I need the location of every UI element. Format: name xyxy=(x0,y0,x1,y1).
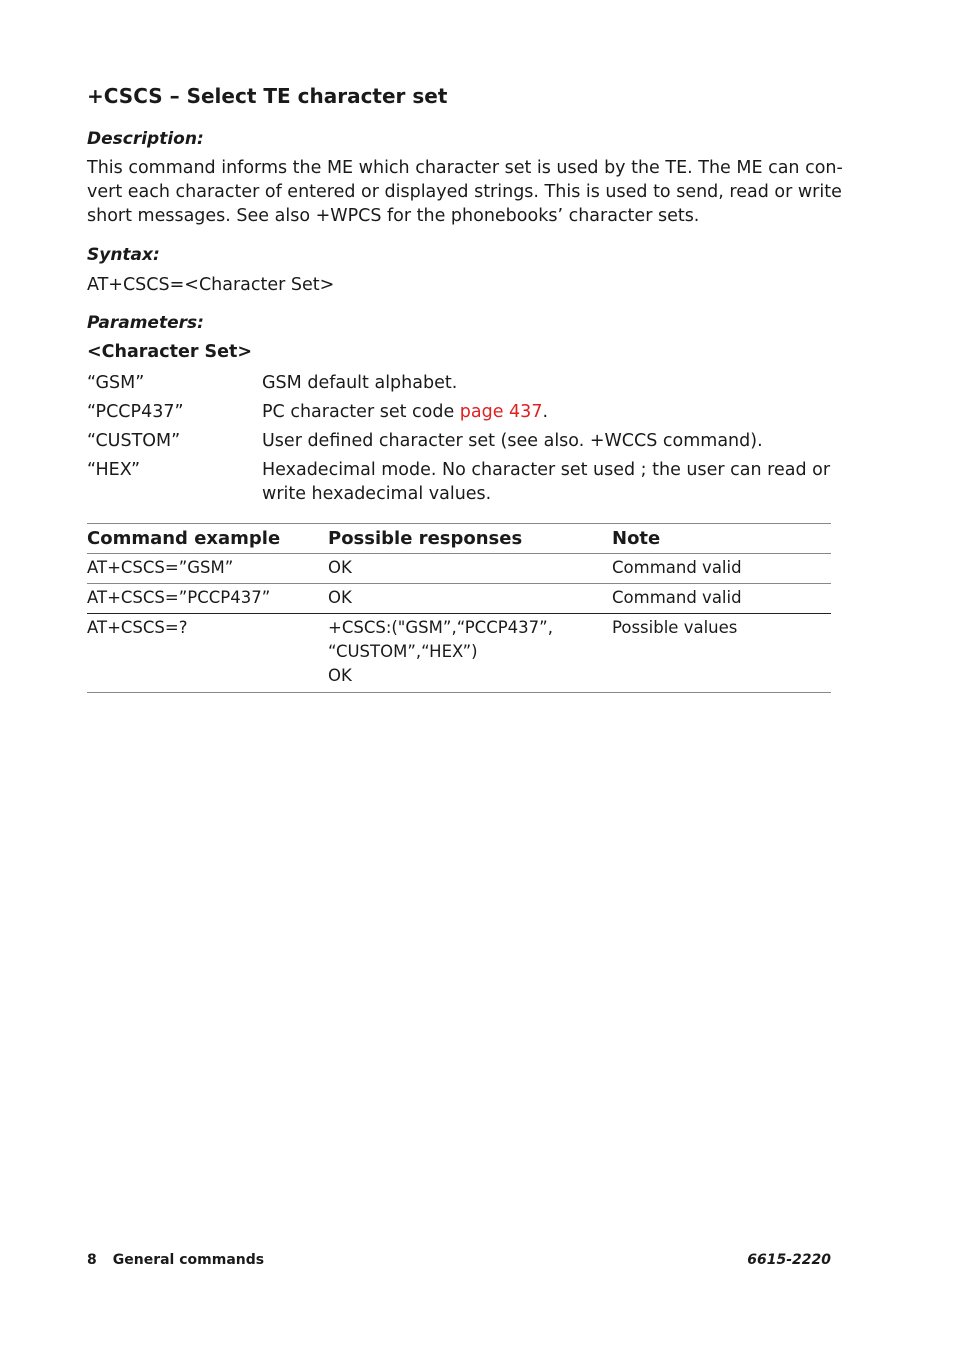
footer-doc-number: 6615-2220 xyxy=(747,1252,831,1268)
page-link[interactable]: page 437 xyxy=(459,402,543,422)
table-header-row xyxy=(87,524,831,554)
footer-section xyxy=(87,1252,264,1268)
table-row xyxy=(87,554,831,584)
parameter-value: “GSM” xyxy=(87,373,145,393)
description-label: Description: xyxy=(87,129,204,149)
parameter-description xyxy=(262,400,831,424)
syntax-label: Syntax: xyxy=(87,245,160,265)
response-line: OK xyxy=(328,588,352,607)
footer-page-number: 8 xyxy=(87,1252,97,1268)
table-row xyxy=(87,614,831,693)
parameter-description-line: write hexadecimal values. xyxy=(262,484,492,504)
page-title: +CSCS – Select TE character set xyxy=(87,84,448,108)
response-line: “CUSTOM”,“HEX”) xyxy=(328,642,478,661)
table-cell-note: Command valid xyxy=(612,584,831,614)
syntax-command: AT+CSCS=<Character Set> xyxy=(87,275,335,295)
parameter-description-suffix: . xyxy=(542,402,549,422)
parameter-name-heading: <Character Set> xyxy=(87,342,253,362)
table-cell-command: AT+CSCS=? xyxy=(87,614,328,693)
syntax-text xyxy=(87,273,334,297)
parameters-label: Parameters: xyxy=(87,313,204,333)
parameter-description xyxy=(262,458,831,506)
table-cell-response xyxy=(328,584,612,614)
table-cell-command: AT+CSCS=”GSM” xyxy=(87,554,328,584)
table-cell-command: AT+CSCS=”PCCP437” xyxy=(87,584,328,614)
parameter-description xyxy=(262,371,831,395)
response-line: OK xyxy=(328,558,352,577)
column-header-command: Command example xyxy=(87,524,328,554)
description-text xyxy=(87,156,843,228)
parameter-description-line xyxy=(262,400,831,424)
column-header-note: Note xyxy=(612,524,831,554)
table-cell-response xyxy=(328,614,612,693)
response-line: OK xyxy=(328,666,352,685)
parameter-description-text: PC character set code xyxy=(262,402,460,422)
description-line: short messages. See also +WPCS for the phonebooks’ character sets. xyxy=(87,206,700,226)
table-cell-response xyxy=(328,554,612,584)
table-cell-note: Command valid xyxy=(612,554,831,584)
parameter-description-line: Hexadecimal mode. No character set used ; the user can read or xyxy=(262,460,831,480)
footer-section-title: General commands xyxy=(112,1252,265,1268)
column-header-responses: Possible responses xyxy=(328,524,612,554)
table-cell-note: Possible values xyxy=(612,614,831,693)
parameter-description-line: GSM default alphabet. xyxy=(262,373,458,393)
parameter-value: “HEX” xyxy=(87,460,141,480)
description-line: vert each character of entered or displayed strings. This is used to send, read or write xyxy=(87,182,842,202)
response-line: +CSCS:("GSM”,“PCCP437”, xyxy=(328,618,553,637)
description-line: This command informs the ME which character set is used by the TE. The ME can con- xyxy=(87,158,843,178)
parameter-value: “CUSTOM” xyxy=(87,431,181,451)
table-row xyxy=(87,584,831,614)
command-example-table xyxy=(87,523,831,693)
parameter-value: “PCCP437” xyxy=(87,402,184,422)
parameter-description xyxy=(262,429,831,453)
parameter-description-line: User defined character set (see also. +WCCS command). xyxy=(262,431,763,451)
